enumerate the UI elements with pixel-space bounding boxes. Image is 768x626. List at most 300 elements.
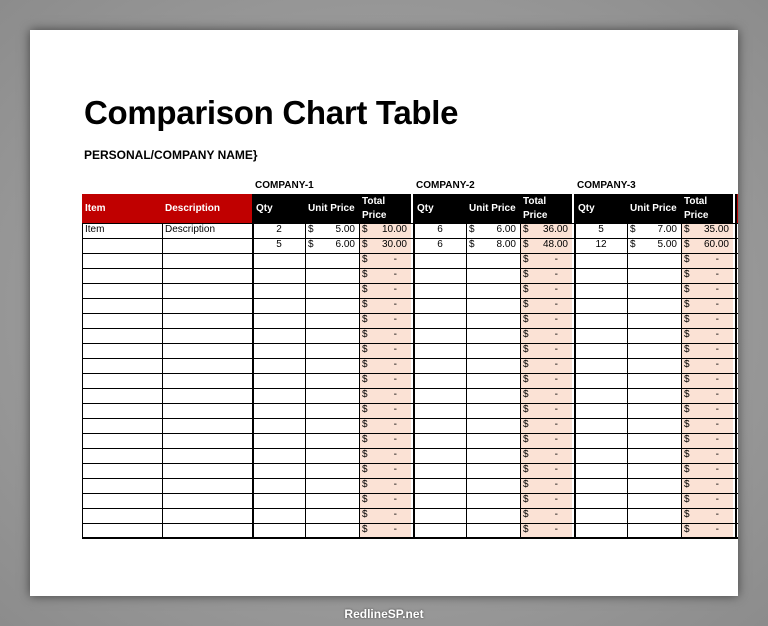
cell-unit-price bbox=[305, 328, 359, 343]
row-gridline bbox=[82, 313, 738, 314]
cell-total-price bbox=[359, 223, 411, 238]
cell-description-empty bbox=[162, 478, 252, 493]
cell-unit-price bbox=[305, 343, 359, 358]
cell-unit-price bbox=[627, 493, 681, 508]
currency-symbol: $ bbox=[362, 479, 368, 490]
total-price-value: 60.00 bbox=[703, 239, 729, 250]
comparison-table bbox=[82, 194, 738, 550]
total-price-empty: - bbox=[715, 359, 719, 370]
currency-symbol: $ bbox=[362, 254, 368, 265]
cell-unit-price bbox=[305, 448, 359, 463]
cell-unit-price bbox=[305, 523, 359, 538]
cell-unit-price bbox=[627, 343, 681, 358]
cell-qty bbox=[575, 298, 627, 313]
section-divider bbox=[413, 194, 415, 539]
total-price-empty: - bbox=[715, 329, 719, 340]
cell-qty bbox=[414, 523, 466, 538]
cell-description: Description bbox=[165, 224, 216, 235]
total-price-empty: - bbox=[554, 419, 558, 430]
cell-description-empty bbox=[162, 508, 252, 523]
cell-unit-price bbox=[627, 313, 681, 328]
cell-qty bbox=[575, 463, 627, 478]
cell-qty bbox=[414, 268, 466, 283]
cell-description-empty bbox=[162, 388, 252, 403]
row-gridline bbox=[82, 537, 738, 539]
column-gridline bbox=[305, 223, 306, 538]
row-gridline bbox=[82, 433, 738, 434]
cell-unit-price bbox=[466, 523, 520, 538]
cell-unit-price bbox=[305, 253, 359, 268]
total-price-empty: - bbox=[715, 494, 719, 505]
currency-symbol: $ bbox=[362, 224, 368, 235]
currency-symbol: $ bbox=[362, 389, 368, 400]
cell-total-price bbox=[681, 448, 733, 463]
cell-qty bbox=[253, 523, 305, 538]
cell-qty bbox=[253, 298, 305, 313]
cell-total-price bbox=[359, 448, 411, 463]
cell-item-empty bbox=[82, 328, 162, 343]
cell-qty bbox=[575, 313, 627, 328]
cell-qty: 6 bbox=[437, 224, 443, 235]
total-price-empty: - bbox=[554, 314, 558, 325]
cell-description-empty bbox=[162, 298, 252, 313]
cell-total-price bbox=[681, 403, 733, 418]
column-gridline bbox=[681, 223, 682, 538]
watermark: RedlineSP.net bbox=[344, 607, 424, 621]
cell-qty bbox=[253, 328, 305, 343]
cell-qty bbox=[575, 253, 627, 268]
currency-symbol: $ bbox=[684, 284, 690, 295]
total-price-empty: - bbox=[393, 299, 397, 310]
currency-symbol: $ bbox=[523, 254, 529, 265]
cell-unit-price bbox=[305, 403, 359, 418]
cell-unit-price bbox=[305, 358, 359, 373]
cell-unit-price bbox=[305, 493, 359, 508]
cell-total-price bbox=[359, 463, 411, 478]
header-description: Description bbox=[162, 194, 253, 223]
cell-qty bbox=[575, 418, 627, 433]
cell-unit-price bbox=[305, 418, 359, 433]
currency-symbol: $ bbox=[523, 224, 529, 235]
row-gridline bbox=[82, 403, 738, 404]
cell-total-price bbox=[520, 508, 572, 523]
currency-symbol: $ bbox=[523, 524, 529, 535]
currency-symbol: $ bbox=[684, 254, 690, 265]
cell-unit-price bbox=[305, 298, 359, 313]
header-qty-c3: Qty bbox=[575, 194, 627, 223]
cell-total-price bbox=[681, 508, 733, 523]
cell-total-price bbox=[520, 313, 572, 328]
total-price-empty: - bbox=[393, 344, 397, 355]
total-price-empty: - bbox=[554, 284, 558, 295]
cell-total-price bbox=[681, 388, 733, 403]
total-price-empty: - bbox=[554, 374, 558, 385]
cell-total-price bbox=[359, 433, 411, 448]
cell-total-price bbox=[520, 493, 572, 508]
cell-item-empty bbox=[82, 373, 162, 388]
cell-description-empty bbox=[162, 448, 252, 463]
cell-qty bbox=[414, 328, 466, 343]
cell-unit-price bbox=[466, 313, 520, 328]
unit-price-value: 5.00 bbox=[657, 239, 677, 250]
total-price-empty: - bbox=[715, 299, 719, 310]
cell-total-price bbox=[520, 388, 572, 403]
currency-symbol: $ bbox=[684, 329, 690, 340]
cell-total-price bbox=[359, 268, 411, 283]
cell-unit-price bbox=[466, 268, 520, 283]
cell-total-price bbox=[359, 358, 411, 373]
unit-price-value: 5.00 bbox=[335, 224, 355, 235]
total-price-empty: - bbox=[393, 494, 397, 505]
cell-total-price bbox=[359, 373, 411, 388]
currency-symbol: $ bbox=[523, 344, 529, 355]
total-price-empty: - bbox=[393, 479, 397, 490]
cell-qty bbox=[414, 298, 466, 313]
header-qty-c1: Qty bbox=[253, 194, 305, 223]
cell-item-empty bbox=[82, 403, 162, 418]
total-price-empty: - bbox=[715, 344, 719, 355]
currency-symbol: $ bbox=[523, 314, 529, 325]
cell-total-price bbox=[520, 343, 572, 358]
cell-qty bbox=[253, 478, 305, 493]
cell-qty bbox=[414, 448, 466, 463]
total-price-empty: - bbox=[715, 434, 719, 445]
currency-symbol: $ bbox=[523, 509, 529, 520]
total-price-empty: - bbox=[715, 404, 719, 415]
cell-description-empty bbox=[162, 343, 252, 358]
cell-item-empty bbox=[82, 313, 162, 328]
cell-total-price bbox=[520, 328, 572, 343]
cell-qty bbox=[575, 448, 627, 463]
section-divider bbox=[735, 194, 737, 539]
cell-item-empty bbox=[82, 508, 162, 523]
row-gridline bbox=[82, 418, 738, 419]
cell-unit-price bbox=[466, 403, 520, 418]
total-price-empty: - bbox=[554, 494, 558, 505]
cell-qty bbox=[414, 478, 466, 493]
cell-qty: 5 bbox=[598, 224, 604, 235]
cell-qty bbox=[575, 508, 627, 523]
cell-unit-price bbox=[627, 418, 681, 433]
cell-total-price bbox=[520, 373, 572, 388]
cell-total-price bbox=[681, 268, 733, 283]
row-gridline bbox=[82, 448, 738, 449]
cell-unit-price bbox=[627, 268, 681, 283]
total-price-empty: - bbox=[715, 464, 719, 475]
cell-total-price bbox=[520, 253, 572, 268]
total-price-empty: - bbox=[715, 389, 719, 400]
cell-total-price bbox=[681, 463, 733, 478]
row-gridline bbox=[82, 223, 738, 224]
currency-symbol: $ bbox=[308, 239, 314, 250]
row-gridline bbox=[82, 493, 738, 494]
cell-total-price bbox=[520, 298, 572, 313]
cell-unit-price bbox=[627, 508, 681, 523]
cell-description-empty bbox=[162, 313, 252, 328]
cell-total-price bbox=[681, 343, 733, 358]
cell-unit-price bbox=[466, 493, 520, 508]
currency-symbol: $ bbox=[684, 479, 690, 490]
total-price-empty: - bbox=[393, 314, 397, 325]
cell-unit-price bbox=[305, 433, 359, 448]
total-price-empty: - bbox=[554, 269, 558, 280]
total-price-empty: - bbox=[393, 269, 397, 280]
cell-total-price bbox=[359, 478, 411, 493]
total-price-empty: - bbox=[715, 419, 719, 430]
cell-item-empty bbox=[82, 283, 162, 298]
page-title: Comparison Chart Table bbox=[84, 94, 459, 131]
total-price-empty: - bbox=[393, 359, 397, 370]
total-price-empty: - bbox=[715, 254, 719, 265]
cell-qty bbox=[253, 358, 305, 373]
total-price-empty: - bbox=[393, 419, 397, 430]
cell-qty bbox=[575, 388, 627, 403]
total-price-value: 10.00 bbox=[381, 224, 407, 235]
cell-unit-price bbox=[627, 223, 681, 238]
cell-unit-price bbox=[466, 238, 520, 253]
total-price-empty: - bbox=[715, 374, 719, 385]
unit-price-value: 6.00 bbox=[496, 224, 516, 235]
cell-description-empty bbox=[162, 283, 252, 298]
cell-qty: 12 bbox=[595, 239, 607, 250]
cell-unit-price bbox=[466, 448, 520, 463]
cell-total-price bbox=[520, 418, 572, 433]
row-gridline bbox=[82, 328, 738, 329]
column-gridline bbox=[520, 223, 521, 538]
cell-total-price bbox=[520, 358, 572, 373]
currency-symbol: $ bbox=[684, 344, 690, 355]
header-unit-price-c3: Unit Price bbox=[627, 194, 681, 223]
cell-qty bbox=[414, 508, 466, 523]
cell-qty bbox=[414, 388, 466, 403]
currency-symbol: $ bbox=[523, 404, 529, 415]
cell-unit-price bbox=[627, 253, 681, 268]
row-gridline bbox=[82, 358, 738, 359]
cell-total-price bbox=[359, 493, 411, 508]
cell-item-empty bbox=[82, 463, 162, 478]
cell-qty bbox=[253, 253, 305, 268]
cell-total-price bbox=[681, 313, 733, 328]
cell-unit-price bbox=[627, 388, 681, 403]
row-gridline bbox=[82, 238, 738, 239]
cell-unit-price bbox=[466, 463, 520, 478]
cell-description-empty bbox=[162, 373, 252, 388]
currency-symbol: $ bbox=[684, 374, 690, 385]
cell-qty bbox=[253, 373, 305, 388]
cell-total-price bbox=[359, 328, 411, 343]
cell-qty bbox=[414, 283, 466, 298]
cell-qty bbox=[414, 493, 466, 508]
currency-symbol: $ bbox=[362, 524, 368, 535]
total-price-empty: - bbox=[554, 389, 558, 400]
cell-unit-price bbox=[305, 463, 359, 478]
cell-total-price bbox=[520, 433, 572, 448]
cell-total-price bbox=[681, 358, 733, 373]
section-divider bbox=[574, 194, 576, 539]
cell-qty bbox=[414, 313, 466, 328]
cell-unit-price bbox=[466, 373, 520, 388]
currency-symbol: $ bbox=[523, 284, 529, 295]
cell-qty: 2 bbox=[276, 224, 282, 235]
total-price-empty: - bbox=[715, 449, 719, 460]
cell-qty bbox=[414, 358, 466, 373]
cell-item: Item bbox=[85, 224, 105, 235]
row-gridline bbox=[82, 478, 738, 479]
unit-price-value: 7.00 bbox=[657, 224, 677, 235]
currency-symbol: $ bbox=[684, 404, 690, 415]
cell-description-empty bbox=[162, 433, 252, 448]
cell-qty bbox=[575, 328, 627, 343]
header-total-price-c2: Total Price bbox=[520, 194, 572, 223]
total-price-empty: - bbox=[554, 329, 558, 340]
cell-qty bbox=[414, 433, 466, 448]
cell-qty bbox=[575, 493, 627, 508]
cell-unit-price bbox=[466, 418, 520, 433]
row-gridline bbox=[82, 523, 738, 524]
total-price-empty: - bbox=[393, 524, 397, 535]
company-label-2: COMPANY-2 bbox=[416, 180, 475, 191]
currency-symbol: $ bbox=[523, 329, 529, 340]
currency-symbol: $ bbox=[684, 299, 690, 310]
currency-symbol: $ bbox=[469, 224, 475, 235]
currency-symbol: $ bbox=[469, 239, 475, 250]
cell-qty bbox=[414, 343, 466, 358]
cell-item-empty bbox=[82, 343, 162, 358]
header-total-price-c1: Total Price bbox=[359, 194, 411, 223]
cell-total-price bbox=[681, 418, 733, 433]
cell-unit-price bbox=[466, 358, 520, 373]
cell-total-price bbox=[359, 523, 411, 538]
header-unit-price-c1: Unit Price bbox=[305, 194, 359, 223]
cell-unit-price bbox=[305, 283, 359, 298]
total-price-value: 48.00 bbox=[542, 239, 568, 250]
total-price-empty: - bbox=[715, 284, 719, 295]
section-divider bbox=[252, 194, 254, 539]
cell-description-empty bbox=[162, 268, 252, 283]
currency-symbol: $ bbox=[523, 269, 529, 280]
currency-symbol: $ bbox=[684, 449, 690, 460]
cell-description-empty bbox=[162, 238, 252, 253]
currency-symbol: $ bbox=[684, 434, 690, 445]
cell-qty bbox=[414, 373, 466, 388]
total-price-empty: - bbox=[393, 509, 397, 520]
cell-total-price bbox=[681, 523, 733, 538]
cell-qty bbox=[253, 433, 305, 448]
cell-qty bbox=[575, 433, 627, 448]
total-price-empty: - bbox=[715, 524, 719, 535]
currency-symbol: $ bbox=[362, 374, 368, 385]
cell-qty bbox=[575, 358, 627, 373]
cell-qty bbox=[414, 463, 466, 478]
cell-total-price bbox=[359, 313, 411, 328]
currency-symbol: $ bbox=[523, 239, 529, 250]
cell-unit-price bbox=[627, 463, 681, 478]
cell-total-price bbox=[520, 223, 572, 238]
cell-description-empty bbox=[162, 328, 252, 343]
header-item: Item bbox=[82, 194, 162, 223]
currency-symbol: $ bbox=[684, 524, 690, 535]
total-price-empty: - bbox=[554, 359, 558, 370]
cell-total-price bbox=[681, 433, 733, 448]
currency-symbol: $ bbox=[523, 494, 529, 505]
cell-unit-price bbox=[466, 508, 520, 523]
row-gridline bbox=[82, 268, 738, 269]
cell-unit-price bbox=[305, 223, 359, 238]
cell-total-price bbox=[359, 343, 411, 358]
total-price-empty: - bbox=[393, 449, 397, 460]
cell-qty: 6 bbox=[437, 239, 443, 250]
cell-item-empty bbox=[82, 253, 162, 268]
currency-symbol: $ bbox=[523, 389, 529, 400]
cell-qty bbox=[253, 403, 305, 418]
currency-symbol: $ bbox=[362, 449, 368, 460]
cell-qty bbox=[253, 283, 305, 298]
row-gridline bbox=[82, 298, 738, 299]
cell-total-price bbox=[681, 478, 733, 493]
currency-symbol: $ bbox=[523, 299, 529, 310]
cell-total-price bbox=[520, 478, 572, 493]
column-gridline bbox=[82, 223, 83, 538]
currency-symbol: $ bbox=[684, 224, 690, 235]
currency-symbol: $ bbox=[362, 434, 368, 445]
cell-total-price bbox=[520, 523, 572, 538]
cell-qty bbox=[253, 418, 305, 433]
cell-description-empty bbox=[162, 418, 252, 433]
cell-total-price bbox=[359, 508, 411, 523]
cell-qty bbox=[414, 403, 466, 418]
total-price-empty: - bbox=[554, 344, 558, 355]
cell-total-price bbox=[359, 298, 411, 313]
currency-symbol: $ bbox=[684, 494, 690, 505]
cell-description-empty bbox=[162, 523, 252, 538]
cell-unit-price bbox=[627, 283, 681, 298]
total-price-empty: - bbox=[393, 464, 397, 475]
currency-symbol: $ bbox=[684, 464, 690, 475]
total-price-empty: - bbox=[393, 404, 397, 415]
currency-symbol: $ bbox=[362, 344, 368, 355]
total-price-empty: - bbox=[554, 254, 558, 265]
cell-description-empty bbox=[162, 358, 252, 373]
cell-qty bbox=[253, 508, 305, 523]
row-gridline bbox=[82, 253, 738, 254]
cell-unit-price bbox=[627, 448, 681, 463]
cell-qty bbox=[253, 268, 305, 283]
total-price-value: 35.00 bbox=[703, 224, 729, 235]
cell-unit-price bbox=[466, 433, 520, 448]
currency-symbol: $ bbox=[630, 224, 636, 235]
currency-symbol: $ bbox=[523, 479, 529, 490]
currency-symbol: $ bbox=[362, 419, 368, 430]
currency-symbol: $ bbox=[523, 464, 529, 475]
cell-description-empty bbox=[162, 403, 252, 418]
row-gridline bbox=[82, 343, 738, 344]
cell-unit-price bbox=[466, 343, 520, 358]
row-gridline bbox=[82, 373, 738, 374]
header-unit-price-c2: Unit Price bbox=[466, 194, 520, 223]
cell-unit-price bbox=[466, 298, 520, 313]
company-label-1: COMPANY-1 bbox=[255, 180, 314, 191]
currency-symbol: $ bbox=[684, 239, 690, 250]
cell-qty bbox=[575, 283, 627, 298]
cell-qty bbox=[575, 478, 627, 493]
total-price-empty: - bbox=[393, 434, 397, 445]
spreadsheet-page bbox=[30, 30, 738, 596]
currency-symbol: $ bbox=[362, 464, 368, 475]
currency-symbol: $ bbox=[362, 329, 368, 340]
cell-unit-price bbox=[627, 298, 681, 313]
cell-unit-price bbox=[305, 373, 359, 388]
currency-symbol: $ bbox=[523, 449, 529, 460]
